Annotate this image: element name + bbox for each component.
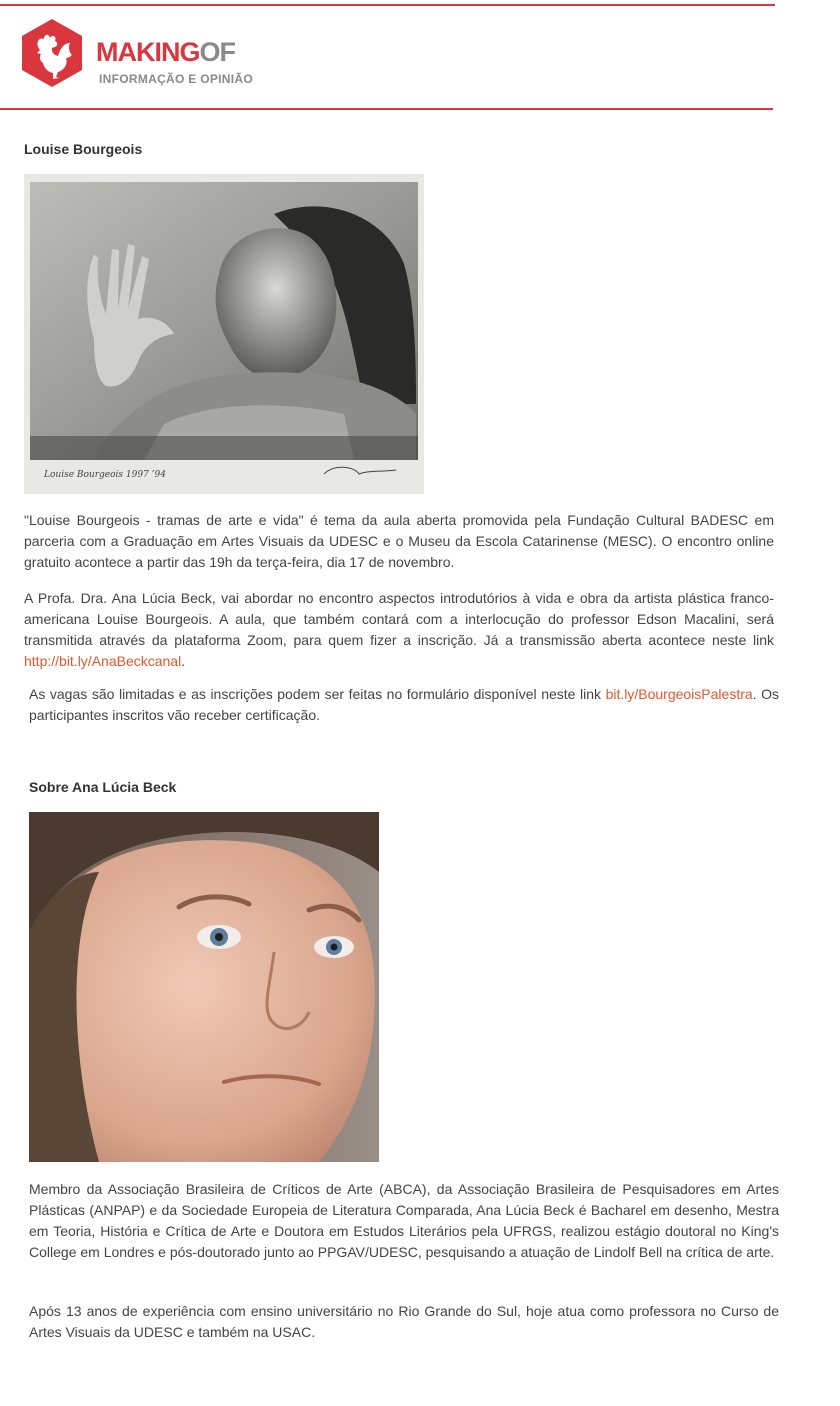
bourgeois-palestra-link[interactable]: bit.ly/BourgeoisPalestra [605,686,753,702]
section-heading-about: Sobre Ana Lúcia Beck [29,779,177,795]
section-heading-louise: Louise Bourgeois [24,141,143,157]
paragraph-details-text: A Profa. Dra. Ana Lúcia Beck, vai abordar no encontro aspectos introdutórios à vida e obra da artista plástica franco-americana Louise Bourgeois. A aula, que também contará com a interlocução do professor Edson Macalini, será transmitida através da plataforma Zoom, para quem fizer a inscrição. Já a transmissão aberta acontece neste link [24,590,774,648]
ana-lucia-beck-photo [29,812,379,1162]
brand-part2: OF [199,37,235,67]
header-bottom-rule [0,108,773,110]
paragraph-experience: Após 13 anos de experiência com ensino universitário no Rio Grande do Sul, hoje atua como professora no Curso de Artes Visuais da UDESC e também na USAC. [29,1303,779,1340]
photo1-signature: Louise Bourgeois 1997 ’94 [44,470,166,480]
brand-part1: MAKING [96,37,200,67]
brand-wordmark[interactable] [96,36,235,68]
paragraph-registration-end: . Os participantes inscritos vão receber certificação. [29,686,779,723]
paragraph-intro: "Louise Bourgeois - tramas de arte e vida" é tema da aula aberta promovida pela Fundação Cultural BADESC em parceria com a Graduação em Artes Visuais da UDESC e o Museu da Escola Catarinense (MESC). O encontro online gratuito acontece a partir das 19h da terça-feira, dia 17 de novembro. [24,512,774,570]
paragraph-details-end: . [181,653,186,669]
rooster-icon[interactable] [18,17,86,89]
paragraph-registration-text: As vagas são limitadas e as inscrições podem ser feitas no formulário disponível neste link [29,686,606,702]
paragraph-bio: Membro da Associação Brasileira de Críticos de Arte (ABCA), da Associação Brasileira de Pesquisadores em Artes Plásticas (ANPAP) e da Sociedade Europeia de Literatura Comparada, Ana Lúcia Beck é Bacharel em desenho, Mestra em Teoria, História e Crítica de Arte e Doutora em Estudos Literários pela UFRGS, realizou estágio doutoral no King's College em Londres e pós-doutorado junto ao PPGAV/UDESC, pesquisando a atuação de Lindolf Bell na crítica de arte. [29,1181,779,1260]
louise-bourgeois-photo [24,174,424,494]
paragraph-registration [29,684,779,726]
ana-beck-canal-link[interactable]: http://bit.ly/AnaBeckcanal [24,653,182,669]
paragraph-details [24,588,774,672]
header-top-rule [0,4,775,6]
brand-tagline: INFORMAÇÃO E OPINIÃO [99,72,254,86]
